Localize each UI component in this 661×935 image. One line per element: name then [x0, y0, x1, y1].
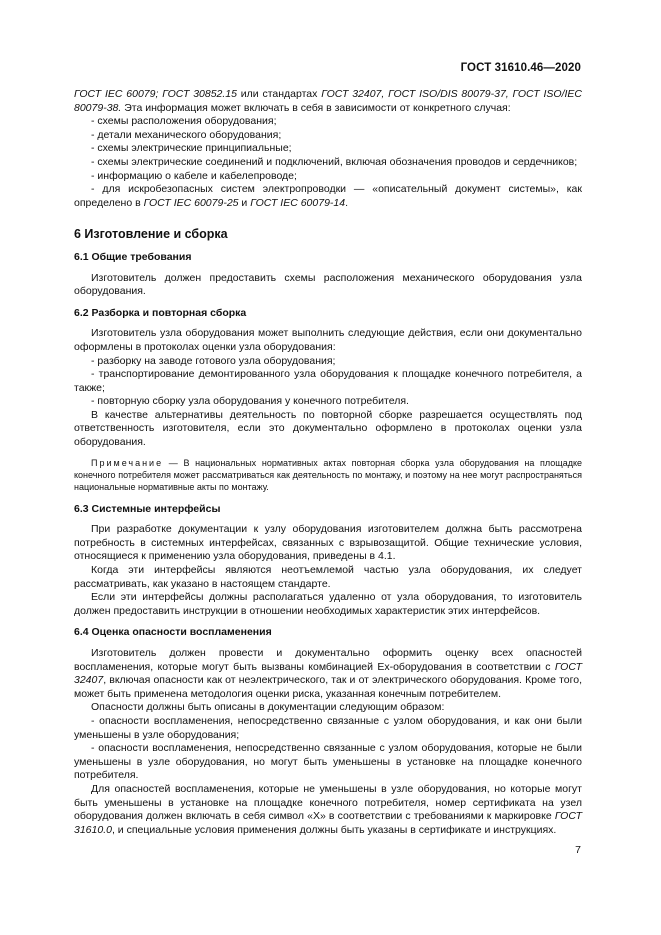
- text-run: Для опасностей воспламенения, которые не уменьшены в узле оборудования, но которые могут быть уменьшены в установке на площадке конечного потребителя, номер сертификата на узел оборудования должен включать в себя символ «Х» в соответствии с требованиями к маркировке: [74, 782, 582, 823]
- list-item: - схемы электрические принципиальные;: [91, 142, 292, 155]
- text-run: или стандартах: [237, 88, 322, 100]
- subsection-heading: 6.1 Общие требования: [74, 250, 192, 263]
- paragraph: Изготовитель узла оборудования может выполнить следующие действия, если они документально оформлены в протоколах оценки узла оборудования:: [74, 327, 582, 353]
- list-item: - опасности воспламенения, непосредственно связанные с узлом оборудования, и как они были уменьшены в узле оборудования;: [74, 714, 582, 741]
- list-item: - информацию о кабеле и кабелепроводе;: [91, 169, 297, 182]
- text-run: Изготовитель должен провести и документально оформить оценку всех опасностей воспламенения, которые могут быть вызваны комбинацией Ex-оборудования в соответствии с: [74, 647, 582, 673]
- subsection-heading: 6.3 Системные интерфейсы: [74, 502, 221, 515]
- paragraph: При разработке документации к узлу оборудования изготовителем должна быть рассмотрена потребность в системных интерфейсах, связанных с взрывозащитой. Общие технические условия, относящиеся к применению узла оборудования, приведены в 4.1.: [74, 523, 582, 563]
- list-item: - транспортирование демонтированного узла оборудования к площадке конечного потребителя, а также;: [74, 368, 582, 394]
- list-item: - опасности воспламенения, непосредственно связанные с узлом оборудования, которые не были уменьшены в узле оборудования, но могут быть уменьшены в установке на площадке конечного потребителя.: [74, 742, 582, 782]
- paragraph: [74, 647, 582, 701]
- text-run: .: [345, 196, 349, 209]
- standard-ref: ГОСТ IEC 60079; ГОСТ 30852.15: [74, 88, 237, 100]
- note-label: Примечание: [91, 457, 164, 468]
- standard-ref: ГОСТ 31610.0: [74, 810, 582, 836]
- standard-ref: ГОСТ 32407, ГОСТ ISO/DIS 80079-37, ГОСТ ISO/IEC 80079-38.: [74, 88, 583, 114]
- list-item: - повторную сборку узла оборудования у конечного потребителя.: [91, 395, 409, 408]
- standard-ref: ГОСТ IEC 60079-25: [143, 196, 239, 209]
- paragraph: Изготовитель должен предоставить схемы расположения механического оборудования узла оборудования.: [74, 271, 582, 298]
- list-item: - схемы расположения оборудования;: [91, 115, 277, 128]
- text-run: Эта информация может включать в себя в зависимости от конкретного случая:: [121, 101, 511, 114]
- paragraph: [74, 783, 582, 837]
- standard-ref: ГОСТ 32407: [74, 660, 582, 687]
- list-item: - разборку на заводе готового узла оборудования;: [91, 354, 336, 367]
- paragraph: Если эти интерфейсы должны располагаться удаленно от узла оборудования, то изготовитель должен предоставить инструкции в отношении необходимых характеристик этих интерфейсов.: [74, 591, 582, 617]
- paragraph: Когда эти интерфейсы являются неотъемлемой частью узла оборудования, их следует рассматривать, как указано в настоящем стандарте.: [74, 564, 582, 590]
- document-body: [74, 88, 582, 837]
- note-text: — В национальных нормативных актах повторная сборка узла оборудования на площадке конечного потребителя может рассматриваться как деятельность по монтажу, и поэтому на нее могут распространяться национальные нормативные акты по монтажу.: [74, 457, 582, 492]
- paragraph: В качестве альтернативы деятельность по повторной сборке разрешается осуществлять под ответственность изготовителя, если это документально оформлено в протоколах оценки узла оборудования.: [74, 408, 582, 449]
- intro-paragraph: [74, 88, 582, 115]
- subsection-heading: 6.2 Разборка и повторная сборка: [74, 306, 247, 319]
- list-item: - схемы электрические соединений и подключений, включая обозначения проводов и сердечников;: [91, 155, 578, 168]
- list-item: [74, 183, 582, 210]
- page-number: 7: [575, 844, 581, 856]
- paragraph: Опасности должны быть описаны в документации следующим образом:: [91, 701, 445, 714]
- standard-ref: ГОСТ IEC 60079-14: [250, 196, 346, 209]
- text-run: , включая опасности как от неэлектрического, так и от электрического оборудования. Кроме того, может быть применена методология оценки риска, указанная конечным потребителем.: [74, 674, 582, 700]
- standard-code: ГОСТ 31610.46—2020: [460, 62, 581, 74]
- text-run: , и специальные условия применения должны быть указаны в сертификате и инструкциях.: [111, 823, 557, 836]
- subsection-heading: 6.4 Оценка опасности воспламенения: [74, 626, 272, 639]
- text-run: - для искробезопасных систем электропроводки — «описательный документ системы», как определено в: [74, 183, 582, 209]
- list-item: - детали механического оборудования;: [91, 128, 282, 141]
- note: [74, 457, 582, 493]
- text-run: и: [238, 196, 251, 209]
- section-heading: 6 Изготовление и сборка: [74, 227, 228, 242]
